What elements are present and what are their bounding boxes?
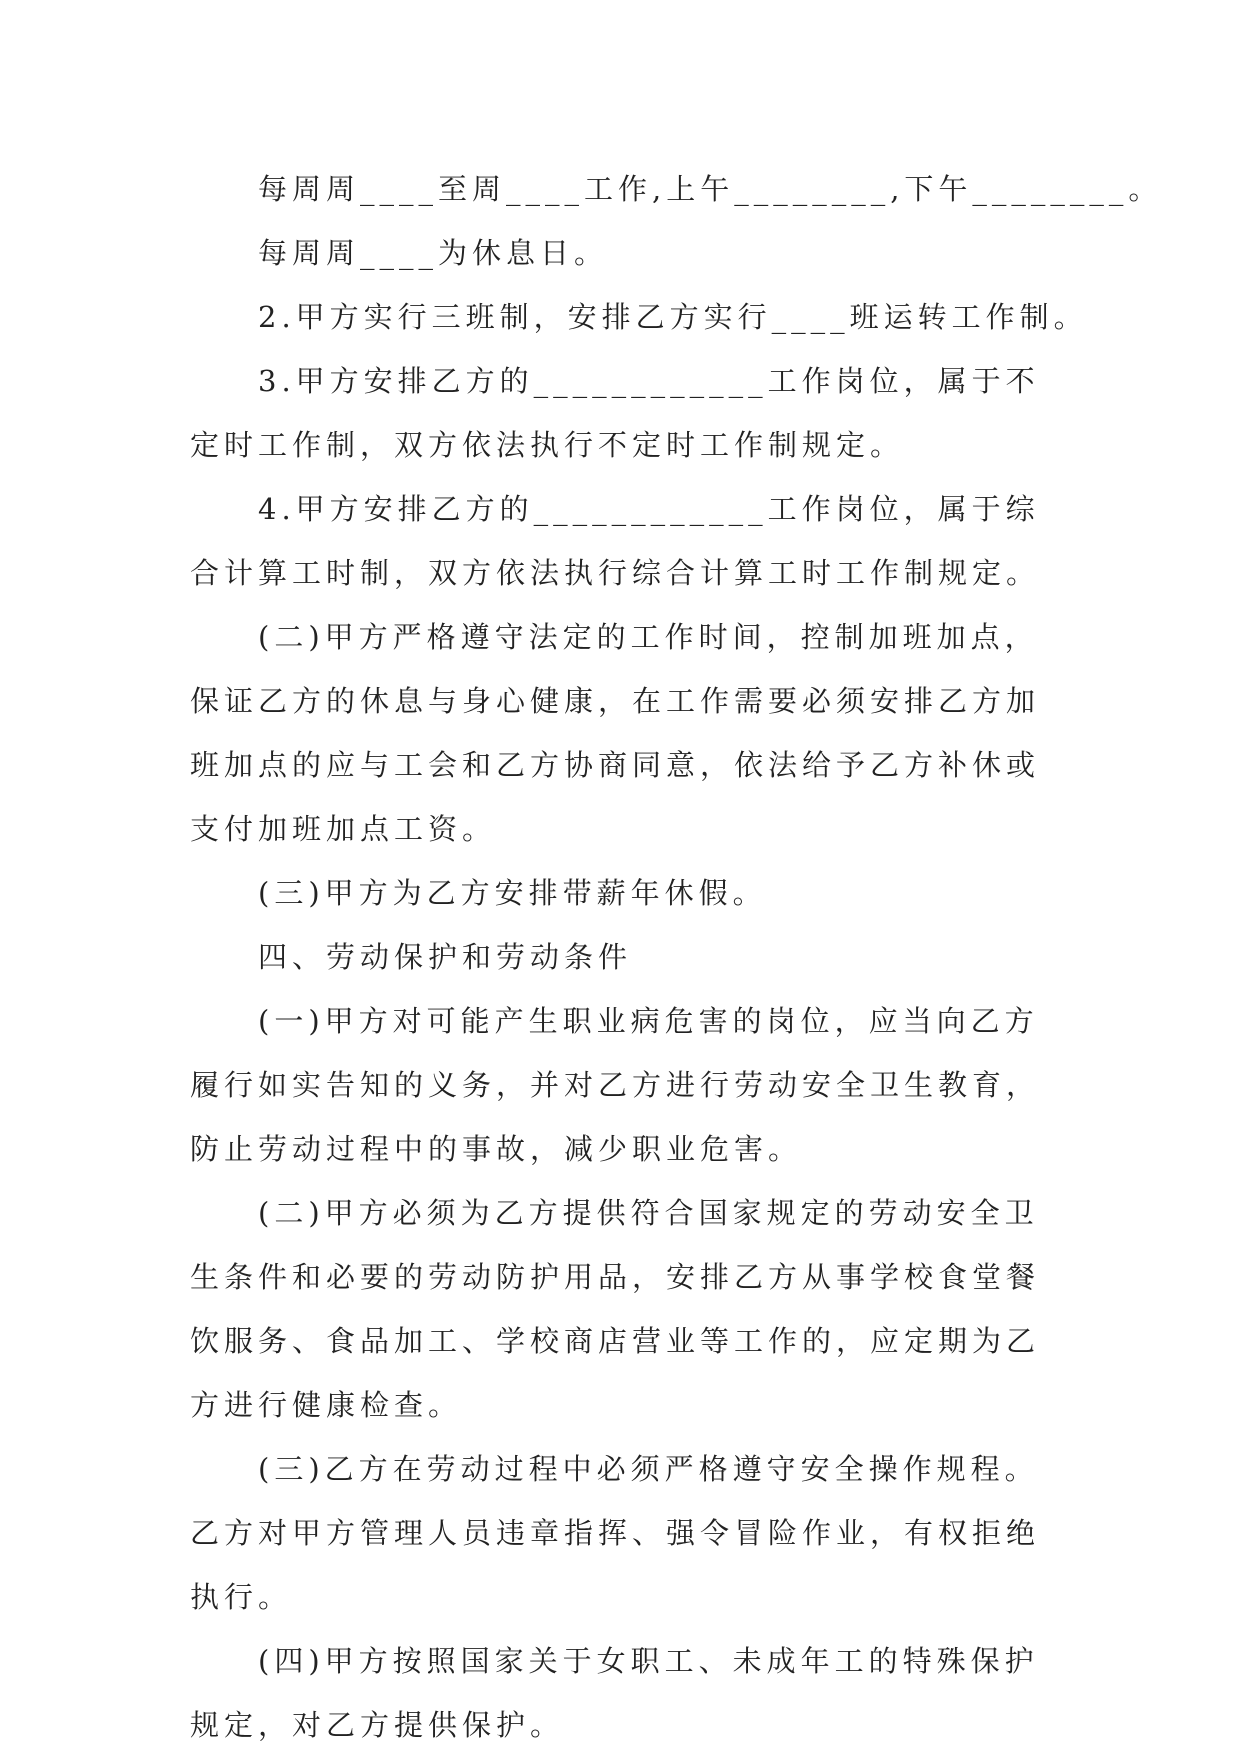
- paragraph-rest-day: 每周周____为休息日。: [258, 236, 609, 270]
- paragraph-special-protection: (四)甲方按照国家关于女职工、未成年工的特殊保护规定，对乙方提供保护。: [190, 1644, 1039, 1742]
- paragraph-occupational-hazard: (一)甲方对可能产生职业病危害的岗位，应当向乙方履行如实告知的义务，并对乙方进行劳动安全卫生教育，防止劳动过程中的事故，减少职业危害。: [190, 1004, 1041, 1166]
- paragraph-safety-conditions: (二)甲方必须为乙方提供符合国家规定的劳动安全卫生条件和必要的劳动防护用品，安排乙方从事学校食堂餐饮服务、食品加工、学校商店营业等工作的，应定期为乙方进行健康检查。: [190, 1196, 1041, 1422]
- paragraph-overtime: (二)甲方严格遵守法定的工作时间，控制加班加点，保证乙方的休息与身心健康，在工作需要必须安排乙方加班加点的应与工会和乙方协商同意，依法给予乙方补休或支付加班加点工资。: [190, 620, 1041, 846]
- paragraph-three-shift: 2.甲方实行三班制，安排乙方实行____班运转工作制。: [258, 300, 1088, 334]
- section-heading-labor-protection: 四、劳动保护和劳动条件: [258, 940, 633, 974]
- document-body: [190, 157, 1163, 1757]
- paragraph-flexible-hours: 3.甲方安排乙方的____________工作岗位，属于不定时工作制，双方依法执行不定时工作制规定。: [190, 364, 1040, 462]
- paragraph-comprehensive-hours: 4.甲方安排乙方的____________工作岗位，属于综合计算工时制，双方依法执行综合计算工时工作制规定。: [190, 492, 1041, 590]
- paragraph-safety-rules: (三)乙方在劳动过程中必须严格遵守安全操作规程。乙方对甲方管理人员违章指挥、强令冒险作业，有权拒绝执行。: [190, 1452, 1041, 1614]
- paragraph-work-hours: 每周周____至周____工作,上午________,下午________。: [258, 172, 1163, 206]
- paragraph-paid-leave: (三)甲方为乙方安排带薪年休假。: [258, 876, 767, 910]
